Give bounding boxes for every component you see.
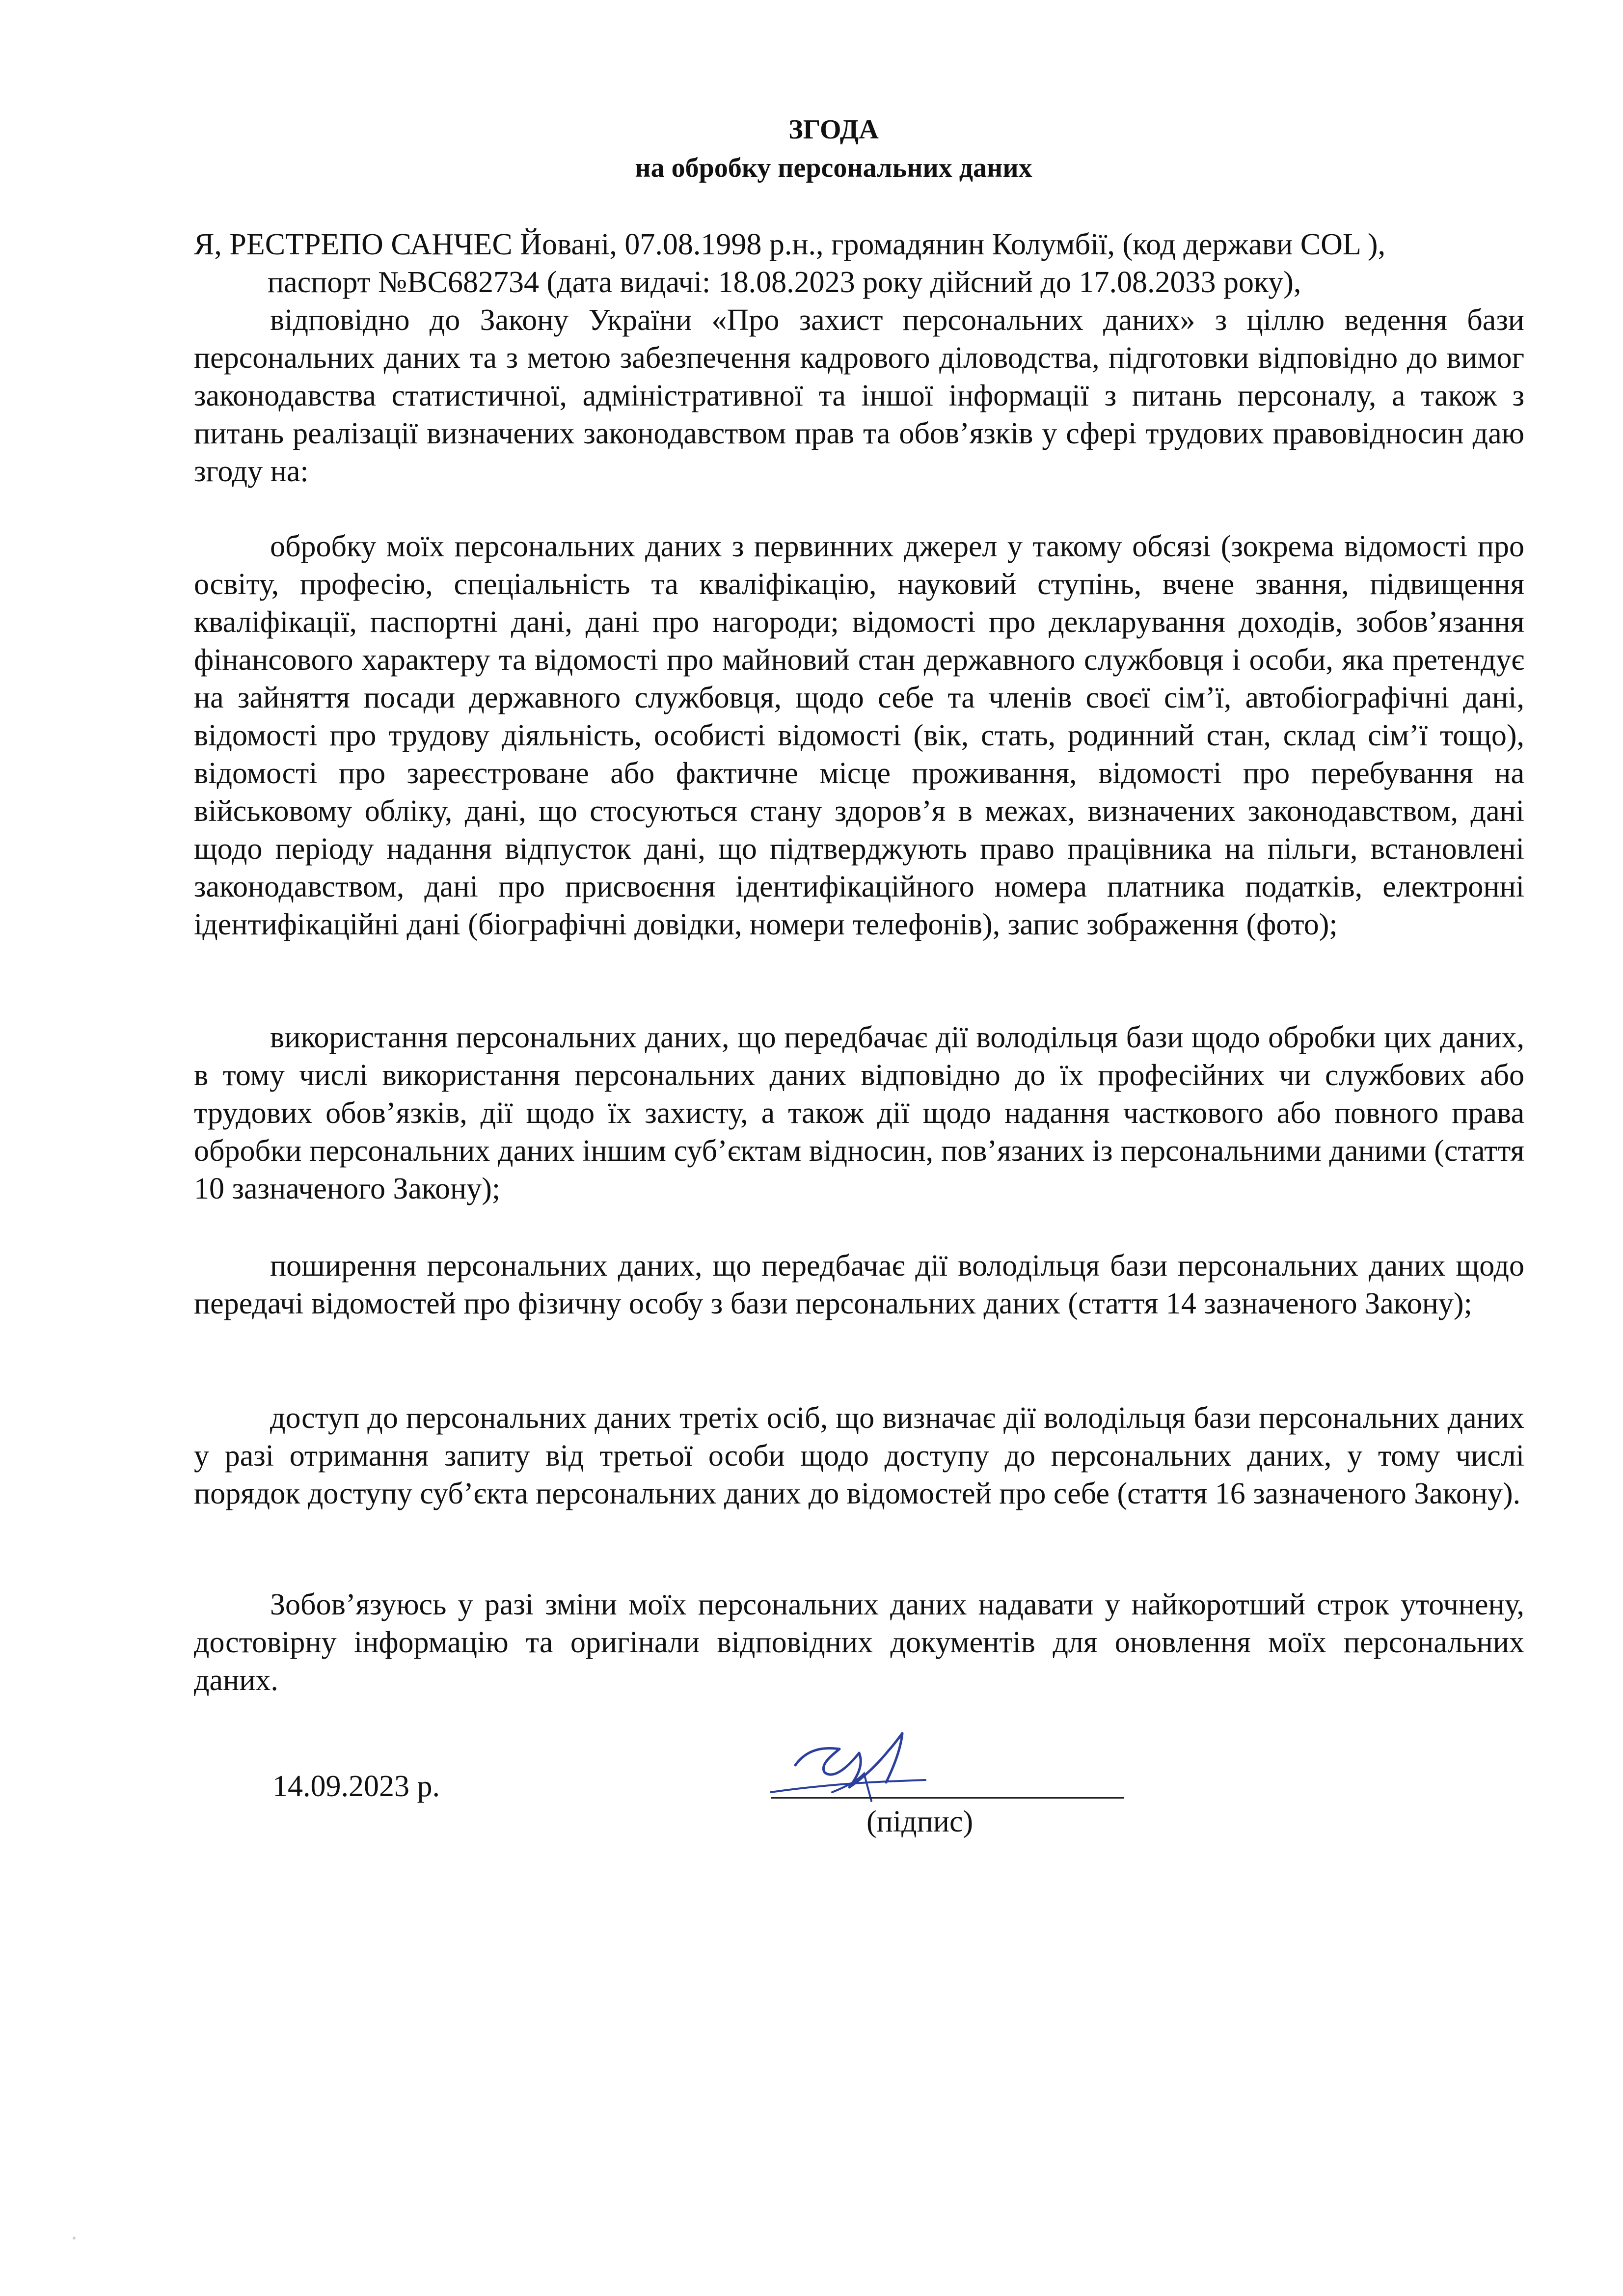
signature-caption: (підпис)	[866, 1805, 974, 1838]
paragraph-access: доступ до персональних даних третіх осіб, що визначає дії володільця бази персональних даних у разі отримання запиту від третьої особи щодо доступу до персональних даних, у тому числі порядок доступу суб’єкта персональних даних до відомостей про себе (стаття 16 зазначеного Закону).	[194, 1401, 1524, 1510]
intro-line-2: паспорт №BC682734 (дата видачі: 18.08.2023 року дійсний до 17.08.2033 року),	[268, 266, 1301, 299]
paragraph-basis: відповідно до Закону України «Про захист персональних даних» з ціллю ведення бази персональних даних та з метою забезпечення кадрового діловодства, підготовки відповідно до вимог законодавства статистичної, адміністративної та іншої інформації з питань персоналу, а також з питань реалізації визначених законодавством прав та обов’язків у сфері трудових правовідносин даю згоду на:	[194, 303, 1524, 488]
paragraph-processing: обробку моїх персональних даних з первинних джерел у такому обсязі (зокрема відомості про освіту, професію, спеціальність та кваліфікацію, науковий ступінь, вчене звання, підвищення кваліфікації, паспортні дані, дані про нагороди; відомості про декларування доходів, зобов’язання фінансового характеру та відомості про майновий стан державного службовця і особи, яка претендує на зайняття посади державного службовця, щодо себе та членів своєї сім’ї, автобіографічні дані, відомості про трудову діяльність, особисті відомості (вік, стать, родинний стан, склад сім’ї тощо), відомості про зареєстроване або фактичне місце проживання, відомості про перебування на військовому обліку, дані, що стосуються стану здоров’я в межах, визначених законодавством, дані щодо періоду надання відпусток дані, що підтверджують право працівника на пільги, встановлені законодавством, дані про присвоєння ідентифікаційного номера платника податків, електронні ідентифікаційні дані (біографічні довідки, номери телефонів), запис зображення (фото);	[194, 530, 1524, 941]
paragraph-distribution: поширення персональних даних, що передбачає дії володільця бази персональних даних щодо передачі відомостей про фізичну особу з бази персональних даних (стаття 14 зазначеного Закону);	[194, 1249, 1524, 1320]
intro-line-1: Я, РЕСТРЕПО САНЧЕС Йовані, 07.08.1998 р.н., громадянин Колумбії, (код держави COL ),	[194, 228, 1386, 261]
document-title: ЗГОДА	[788, 114, 879, 145]
paragraph-usage: використання персональних даних, що передбачає дії володільця бази щодо обробки цих даних, в тому числі використання персональних даних відповідно до їх професійних чи службових або трудових обов’язків, дії щодо їх захисту, а також дії щодо надання часткового або повного права обробки персональних даних іншим суб’єктам відносин, пов’язаних із персональними даними (стаття 10 зазначеного Закону);	[194, 1021, 1524, 1205]
paragraph-commitment: Зобов’язуюсь у разі зміни моїх персональних даних надавати у найкоротший строк уточнену, достовірну інформацію та оригінали відповідних документів для оновлення моїх персональних даних.	[194, 1588, 1524, 1697]
document-date: 14.09.2023 р.	[272, 1770, 440, 1803]
signature-line	[771, 1797, 1124, 1799]
document-subtitle: на обробку персональних даних	[635, 153, 1032, 183]
scan-speck	[73, 2237, 76, 2240]
